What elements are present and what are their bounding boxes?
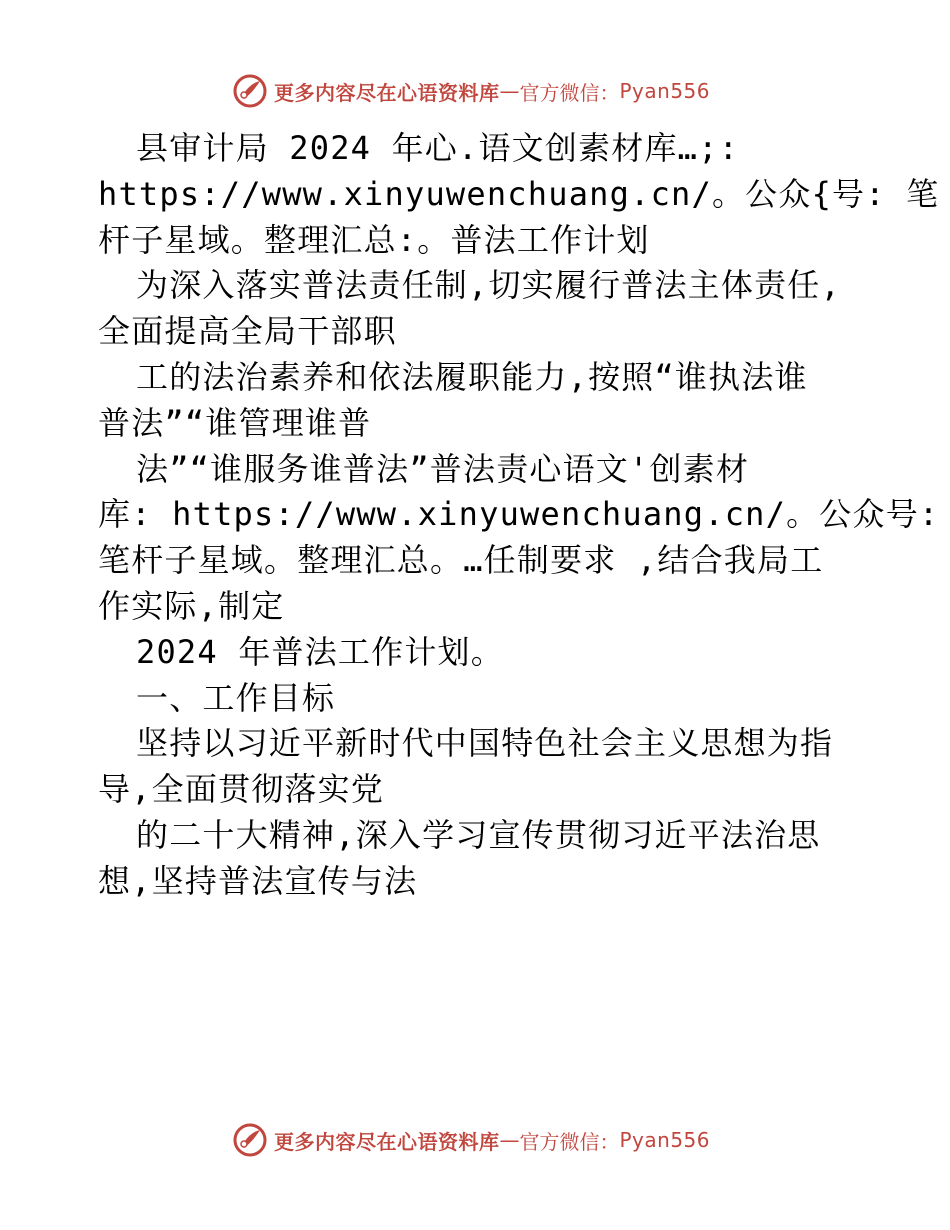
paragraph bbox=[98, 126, 940, 263]
text-line: https://www.xinyuwenchuang.cn/。公众{号: 笔 bbox=[98, 174, 940, 213]
watermark-separator: — bbox=[499, 79, 520, 103]
header-watermark bbox=[232, 71, 710, 111]
quill-circle-logo-icon bbox=[232, 73, 268, 109]
paragraph bbox=[98, 447, 940, 630]
watermark-separator: — bbox=[499, 1128, 520, 1152]
text-line: 工的法治素养和依法履职能力,按照“谁执法谁 bbox=[136, 357, 808, 396]
document-body bbox=[98, 126, 940, 905]
paragraph bbox=[98, 630, 858, 676]
text-line: 一、工作目标 bbox=[136, 678, 336, 717]
watermark-label: 官方微信： bbox=[519, 1129, 620, 1154]
text-line: 2024 年普法工作计划。 bbox=[136, 632, 504, 671]
text-line: 库: https://www.xinyuwenchuang.cn/。公众号: bbox=[98, 495, 940, 534]
text-line: 的二十大精神,深入学习宣传贯彻习近平法治思 bbox=[136, 815, 821, 854]
text-line: 作实际,制定 bbox=[98, 586, 285, 625]
paragraph bbox=[98, 721, 858, 813]
text-line: 想,坚持普法宣传与法 bbox=[98, 861, 418, 900]
text-line: 县审计局 2024 年心.语文创素材库…;: bbox=[136, 129, 740, 167]
section-heading bbox=[98, 676, 858, 722]
text-line: 全面提高全局干部职 bbox=[98, 312, 397, 351]
watermark-wechat-id: Pyan556 bbox=[619, 79, 711, 103]
text-line: 笔杆子星域。整理汇总。…任制要求 ,结合我局工 bbox=[98, 541, 824, 580]
footer-watermark bbox=[232, 1120, 710, 1160]
paragraph bbox=[98, 263, 858, 355]
text-line: 导,全面贯彻落实党 bbox=[98, 770, 385, 809]
text-line: 普法”“谁管理谁普 bbox=[98, 403, 372, 442]
watermark-brand: 更多内容尽在心语资料库 bbox=[274, 80, 500, 105]
watermark-brand: 更多内容尽在心语资料库 bbox=[274, 1129, 500, 1154]
paragraph bbox=[98, 813, 858, 905]
watermark-label: 官方微信： bbox=[519, 80, 620, 105]
text-line: 杆子星域。整理汇总:。普法工作计划 bbox=[98, 220, 650, 259]
paragraph bbox=[98, 355, 858, 447]
text-line: 为深入落实普法责任制,切实履行普法主体责任, bbox=[136, 266, 841, 305]
text-line: 法”“谁服务谁普法”普法责心语文'创素材 bbox=[136, 449, 750, 488]
text-line: 坚持以习近平新时代中国特色社会主义思想为指 bbox=[136, 724, 834, 763]
quill-circle-logo-icon bbox=[232, 1122, 268, 1158]
watermark-wechat-id: Pyan556 bbox=[619, 1128, 711, 1152]
